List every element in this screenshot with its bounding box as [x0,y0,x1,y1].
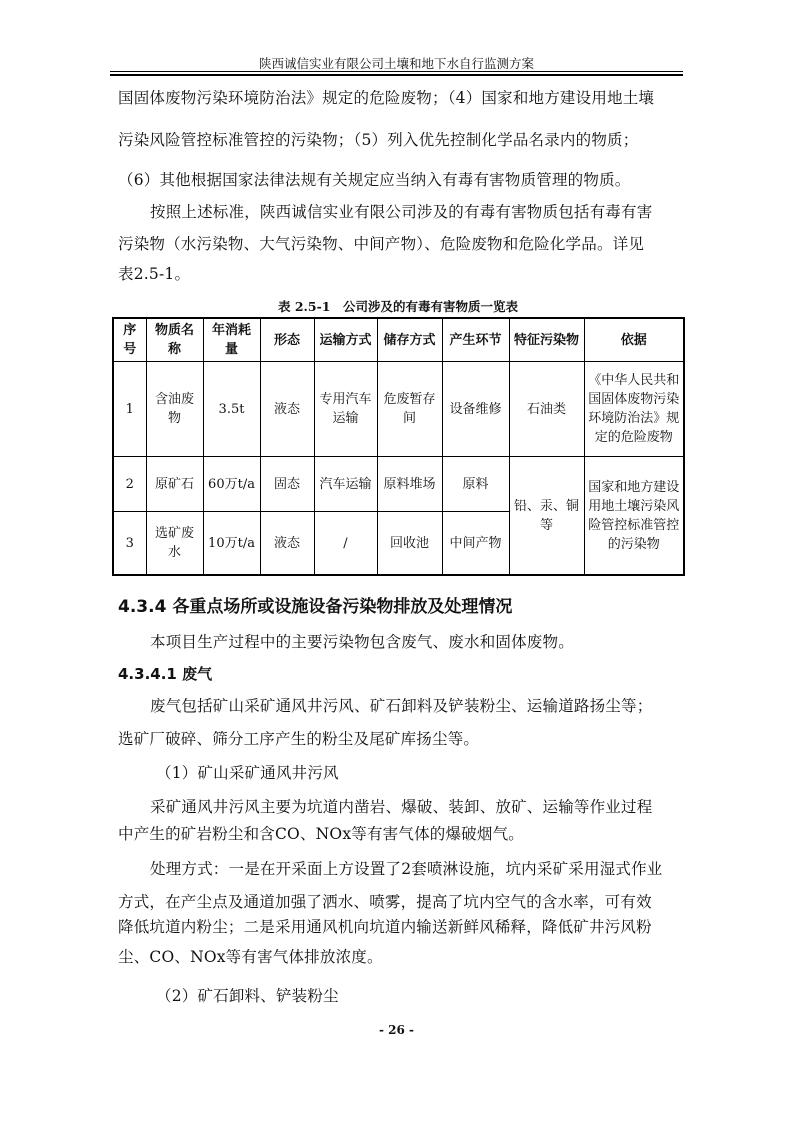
body-text-line: 中产生的矿岩粉尘和含CO、NOx等有害气体的爆破烟气。 [118,825,524,843]
body-text-line: 国固体废物污染环境防治法》规定的危险废物；（4）国家和地方建设用地土壤 [118,89,655,107]
header-rule-thick [110,74,683,76]
col-header-pollutant: 特征污染物 [509,318,584,362]
col-header-no: 序号 [113,318,146,362]
cell-amount: 60万t/a [203,457,260,512]
cell-name: 含油废物 [146,362,203,457]
col-header-name: 物质名称 [146,318,203,362]
body-text-line: 降低坑道内粉尘；二是采用通风机向坑道内输送新鲜风稀释，降低矿井污风粉 [118,918,652,936]
cell-storage: 原料堆场 [377,457,442,512]
body-text-line: 选矿厂破碎、筛分工序产生的粉尘及尾矿库扬尘等。 [118,730,480,748]
cell-state: 液态 [260,512,314,576]
cell-no: 1 [113,362,146,457]
col-header-amount: 年消耗量 [203,318,260,362]
cell-source: 设备维修 [442,362,509,457]
cell-basis-merged: 国家和地方建设用地土壤污染风险管控标准管控的污染物 [584,457,684,576]
cell-transport: / [314,512,377,576]
list-item-heading: （1）矿山采矿通风井污风 [156,764,339,782]
cell-basis: 《中华人民共和国固体废物污染环境防治法》规定的危险废物 [584,362,684,457]
cell-pollutant: 石油类 [509,362,584,457]
table-caption: 表 2.5-1 公司涉及的有毒有害物质一览表 [278,299,518,314]
cell-name: 选矿废水 [146,512,203,576]
cell-source: 原料 [442,457,509,512]
cell-amount: 10万t/a [203,512,260,576]
body-text-line: 污染物（水污染物、大气污染物、中间产物）、危险废物和危险化学品。详见 [118,235,645,253]
table-row [113,362,684,457]
cell-transport: 专用汽车运输 [314,362,377,457]
body-text-line: 本项目生产过程中的主要污染物包含废气、废水和固体废物。 [150,633,574,651]
cell-storage: 回收池 [377,512,442,576]
body-text-line: （6）其他根据国家法律法规有关规定应当纳入有毒有害物质管理的物质。 [118,171,631,189]
cell-transport: 汽车运输 [314,457,377,512]
header-rule-thin [110,71,683,72]
table-row [113,457,684,512]
cell-no: 2 [113,457,146,512]
body-text-line: 方式，在产尘点及通道加强了洒水、喷雾，提高了坑内空气的含水率，可有效 [118,893,652,911]
body-text-line: 采矿通风井污风主要为坑道内凿岩、爆破、装卸、放矿、运输等作业过程 [150,798,653,816]
list-item-heading: （2）矿石卸料、铲装粉尘 [156,987,339,1005]
cell-name: 原矿石 [146,457,203,512]
page-number: - 26 - [378,1023,414,1037]
cell-storage: 危废暂存间 [377,362,442,457]
col-header-transport: 运输方式 [314,318,377,362]
cell-source: 中间产物 [442,512,509,576]
hazardous-substances-table [112,317,685,576]
cell-amount: 3.5t [203,362,260,457]
body-text-line: 尘、CO、NOx等有害气体排放浓度。 [118,948,383,966]
col-header-state: 形态 [260,318,314,362]
running-header: 陕西诚信实业有限公司土壤和地下水自行监测方案 [258,56,534,71]
cell-pollutant-merged: 铅、汞、铜等 [509,457,584,576]
subsection-heading: 4.3.4.1 废气 [118,665,213,683]
body-text-line: 按照上述标准，陕西诚信实业有限公司涉及的有毒有害物质包括有毒有害 [150,203,653,221]
cell-state: 液态 [260,362,314,457]
body-text-line: 处理方式：一是在开采面上方设置了2套喷淋设施，坑内采矿采用湿式作业 [150,860,663,878]
col-header-basis: 依据 [584,318,684,362]
cell-state: 固态 [260,457,314,512]
col-header-storage: 储存方式 [377,318,442,362]
section-heading: 4.3.4 各重点场所或设施设备污染物排放及处理情况 [118,597,513,617]
body-text-line: 污染风险管控标准管控的污染物；（5）列入优先控制化学品名录内的物质； [118,131,639,149]
body-text-line: 表2.5-1。 [118,265,191,283]
table-header-row [113,318,684,362]
body-text-line: 废气包括矿山采矿通风井污风、矿石卸料及铲装粉尘、运输道路扬尘等； [150,697,653,715]
col-header-source: 产生环节 [442,318,509,362]
cell-no: 3 [113,512,146,576]
